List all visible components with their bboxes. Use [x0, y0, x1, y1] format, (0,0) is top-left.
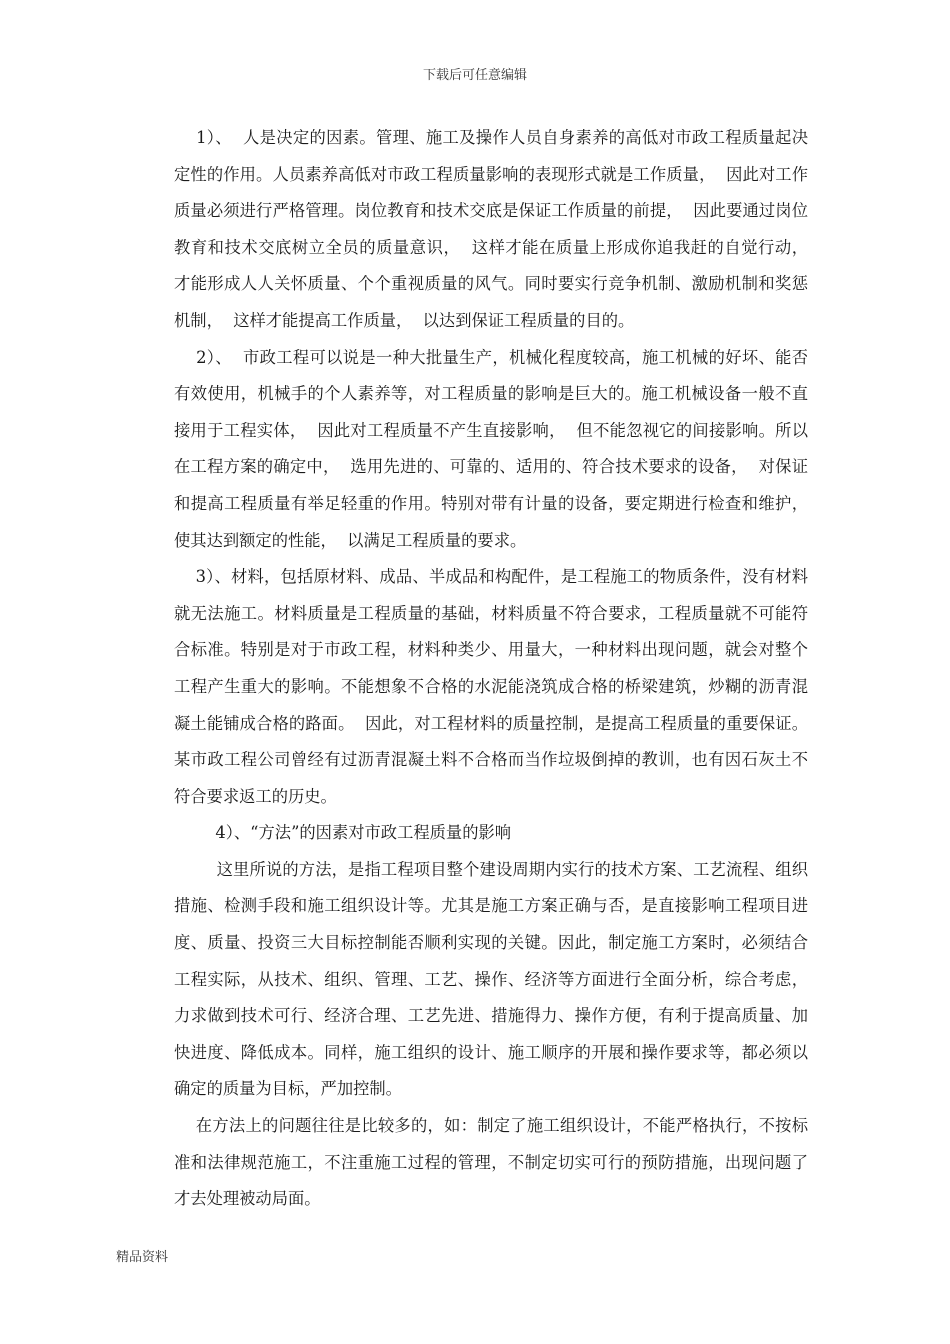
page-header: 下载后可任意编辑	[422, 68, 527, 83]
page-footer: 精品资料	[116, 1250, 169, 1265]
paragraph-personnel: 1）、 人是决定的因素。管理、施工及操作人员自身素养的高低对市政工程质量起决定性的作用。人员素养高低对市政工程质量影响的表现形式就是工作质量， 因此对工作质量必须进行严格管理。岗位教育和技术交底是保证工作质量的前提， 因此要通过岗位教育和技术交底树立全员的质量意识， 这样才能在质量上形成你追我赶的自觉行动， 才能形成人人关怀质量、个个重视质量的风气。同时要实行竞争机制、激励机制和奖惩机制， 这样才能提高工作质量， 以达到保证工程质量的目的。	[174, 128, 819, 330]
section-heading-method: 4）、“方法”的因素对市政工程质量的影响	[174, 823, 512, 843]
paragraph-machinery: 2）、 市政工程可以说是一种大批量生产，机械化程度较高，施工机械的好坏、能否有效使用，机械手的个人素养等，对工程质量的影响是巨大的。施工机械设备一般不直接用于工程实体， 因此对工程质量不产生直接影响， 但不能忽视它的间接影响。所以在工程方案的确定中， 选用先进的、可靠的、适用的、符合技术要求的设备， 对保证和提高工程质量有举足轻重的作用。特别对带有计量的设备，要定期进行检查和维护， 使其达到额定的性能， 以满足工程质量的要求。	[174, 347, 819, 550]
document-body	[174, 120, 819, 1218]
paragraph-method: 这里所说的方法，是指工程项目整个建设周期内实行的技术方案、工艺流程、组织措施、检测手段和施工组织设计等。尤其是施工方案正确与否，是直接影响工程项目进度、质量、投资三大目标控制能否顺利实现的关键。因此，制定施工方案时，必须结合工程实际，从技术、组织、管理、工艺、操作、经济等方面进行全面分析，综合考虑，力求做到技术可行、经济合理、工艺先进、措施得力、操作方便，有利于提高质量、加快进度、降低成本。同样，施工组织的设计、施工顺序的开展和操作要求等，都必须以确定的质量为目标，严加控制。	[174, 859, 808, 1099]
paragraph-materials: 3）、材料，包括原材料、成品、半成品和构配件，是工程施工的物质条件，没有材料就无法施工。材料质量是工程质量的基础，材料质量不符合要求，工程质量就不可能符合标准。特别是对于市政工程，材料种类少、用量大，一种材料出现问题，就会对整个工程产生重大的影响。不能想象不合格的水泥能浇筑成合格的桥梁建筑，炒糊的沥青混凝土能铺成合格的路面。 因此，对工程材料的质量控制，是提高工程质量的重要保证。某市政工程公司曾经有过沥青混凝土料不合格而当作垃圾倒掉的教训，也有因石灰土不符合要求返工的历史。	[174, 567, 809, 806]
paragraph-method-problems: 在方法上的问题往往是比较多的，如：制定了施工组织设计，不能严格执行，不按标准和法律规范施工，不注重施工过程的管理，不制定切实可行的预防措施，出现问题了才去处理被动局面。	[174, 1116, 808, 1209]
